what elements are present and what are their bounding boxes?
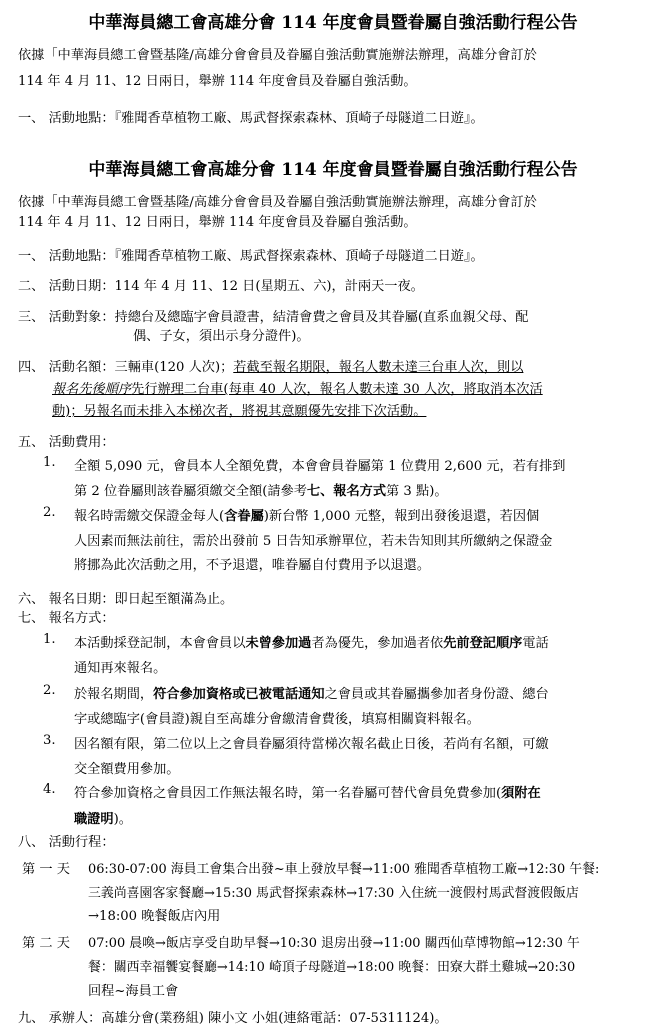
method-item-line: 通知再來報名。 [74,661,167,676]
itinerary-heading: 八、 活動行程： [18,835,115,850]
itinerary-line: →18:00 晚餐飯店內用 [88,909,221,924]
quota-underlined-text: 動)；另報名而未排入本梯次者，將視其意願優先安排下次活動。 [52,404,427,419]
list-number: 1. [43,632,56,647]
method-text: 本活動採登記制，本會會員以 [74,636,246,651]
location-line: 一、 活動地點：『雅聞香草植物工廠、馬武督探索森林、頂崎子母隧道二日遊』。 [18,111,484,126]
method-bold-text: 職證明 [74,812,114,827]
itinerary-line: 餐：關西幸福饗宴餐廳→14:10 崎頂子母隧道→18:00 晚餐：田寮大群土雞城→20:30 [88,960,576,975]
fee-text: 第 2 位眷屬則該眷屬須繳交全額(請參考 [74,484,307,499]
intro-text-line: 114 年 4 月 11、12 日兩日，舉辦 114 年度會員及眷屬自強活動。 [18,74,417,89]
day-label: 第 一 天 [22,862,70,877]
list-number: 2. [43,683,56,698]
fee-heading: 五、 活動費用： [18,435,115,450]
method-text: 電話 [522,636,549,651]
fee-bold-text: 含眷屬 [224,509,264,524]
method-text: 者為優先，參加過者依 [311,636,444,651]
page-title: 中華海員總工會高雄分會 114 年度會員暨眷屬自強活動行程公告 [88,160,578,180]
target-line: 三、 活動對象：持總台及總臨字會員證書，結清會費之會員及其眷屬(直系血親父母、配 [18,310,529,325]
method-bold-text: 須附在 [501,786,541,801]
list-number: 3. [43,733,56,748]
quota-line [18,356,523,375]
fee-item-line [74,505,539,524]
quota-text: 四、 活動名額：三輛車(120 人次)； [18,360,234,375]
method-item-line: 因名額有限，第二位以上之會員眷屬須待當梯次報名截止日後，若尚有名額，可繳 [74,737,549,752]
itinerary-line: 三義尚喜園客家餐廳→15:30 馬武督探索森林→17:30 入住統一渡假村馬武督渡假飯店 [88,886,579,901]
day-label: 第 二 天 [22,936,70,951]
fee-text: 第 3 點)。 [386,484,448,499]
method-text: 之會員或其眷屬攜參加者身份證、總台 [324,687,549,702]
method-item-line [74,808,132,827]
page-title: 中華海員總工會高雄分會 114 年度會員暨眷屬自強活動行程公告 [88,13,578,33]
target-line: 偶、子女，須出示身分證件)。 [133,329,310,344]
fee-item-line [74,480,448,499]
reg-date-line: 六、 報名日期：即日起至額滿為止。 [18,592,234,607]
method-heading: 七、 報名方式： [18,611,115,626]
intro-text-line: 114 年 4 月 11、12 日兩日，舉辦 114 年度會員及眷屬自強活動。 [18,215,417,230]
method-item-line [74,683,549,702]
quota-line [52,400,426,419]
itinerary-line: 06:30-07:00 海員工會集合出發~車上發放早餐→11:00 雅聞香草植物工廠→12:30 午餐: [88,862,600,877]
method-text: )。 [113,812,132,827]
quota-underlined-text: 若截至報名期限，報名人數未達三台車人次，則以 [233,360,524,375]
method-text: 符合參加資格之會員因工作無法報名時，第一名眷屬可替代會員免費參加( [74,786,502,801]
quota-italic-text: 報名先後順序 [52,382,132,397]
list-number: 1. [43,455,56,470]
method-text: 於報名期間， [74,687,154,702]
list-number: 4. [43,782,56,797]
method-bold-text: 符合參加資格或已被電話通知 [153,687,325,702]
contact-line: 九、 承辦人：高雄分會(業務組) 陳小文 小姐(連絡電話：07-5311124)。 [18,1011,448,1026]
itinerary-line: 07:00 晨喚→飯店享受自助早餐→10:30 退房出發→11:00 關西仙草博物館→12:30 午 [88,936,580,951]
intro-text-line: 依據「中華海員總工會暨基隆/高雄分會會員及眷屬自強活動實施辦法辦理，高雄分會訂於 [18,195,537,210]
quota-line [52,378,543,397]
intro-text-line: 依據「中華海員總工會暨基隆/高雄分會會員及眷屬自強活動實施辦法辦理，高雄分會訂於 [18,48,537,63]
fee-item-line: 將挪為此次活動之用，不予退還，唯眷屬自付費用予以退還。 [74,558,431,573]
list-number: 2. [43,505,56,520]
method-item-line [74,782,541,801]
fee-text: 報名時需繳交保證金每人( [74,509,225,524]
itinerary-line: 回程~海員工會 [88,984,179,999]
quota-underlined-text: 先 [131,382,145,397]
fee-bold-text: 七、報名方式 [306,484,387,499]
quota-underlined-text: 行辦理二台車(每車 40 人次，報名人數未達 30 人次，將取消本次活 [144,382,543,397]
fee-text: )新台幣 1,000 元整，報到出發後退還，若因個 [263,509,540,524]
method-bold-text: 未曾參加過 [245,636,312,651]
method-bold-text: 先前登記順序 [443,636,523,651]
method-item-line: 字或總臨字(會員證)親自至高雄分會繳清會費後，填寫相關資料報名。 [74,712,480,727]
method-item-line [74,632,549,651]
date-line: 二、 活動日期：114 年 4 月 11、12 日(星期五、六)，計兩天一夜。 [18,279,424,294]
fee-item-line: 人因素而無法前往，需於出發前 5 日告知承辦單位，若未告知則其所繳納之保證金 [74,534,553,549]
method-item-line: 交全額費用參加。 [74,762,180,777]
location-line: 一、 活動地點：『雅聞香草植物工廠、馬武督探索森林、頂崎子母隧道二日遊』。 [18,249,484,264]
fee-item-line: 全額 5,090 元，會員本人全額免費，本會會員眷屬第 1 位費用 2,600 元，若有排到 [74,459,566,474]
